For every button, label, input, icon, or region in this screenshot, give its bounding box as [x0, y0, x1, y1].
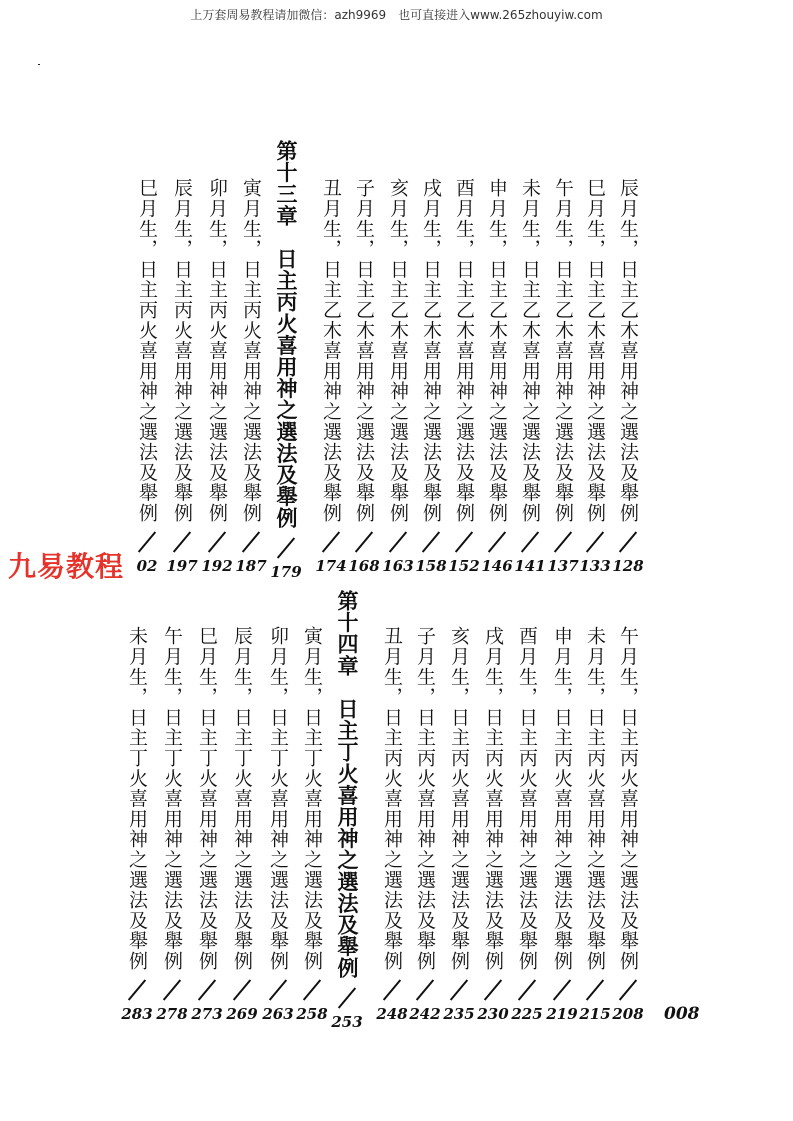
slash-separator	[389, 532, 407, 553]
toc-entry-page: 141	[514, 557, 546, 576]
toc-entry-page: 258	[296, 1005, 328, 1024]
slash-separator	[416, 980, 434, 1001]
toc-entry	[125, 178, 169, 575]
toc-entry-title: 未月生，日主丙火喜用神之選法及舉例	[584, 626, 606, 972]
toc-entry-title: 丑月生，日主丙火喜用神之選法及舉例	[381, 626, 403, 972]
toc-entry-title: 申月生，日主丙火喜用神之選法及舉例	[551, 626, 573, 972]
toc-entry-title: 第十三章 日主丙火喜用神之選法及舉例	[274, 140, 299, 529]
toc-entry	[309, 178, 353, 575]
toc-entry	[370, 626, 414, 1023]
toc-entry-title: 亥月生，日主乙木喜用神之選法及舉例	[387, 178, 409, 524]
toc-entry-page: 179	[270, 562, 302, 581]
slash-separator	[518, 980, 536, 1001]
slash-separator	[450, 980, 468, 1001]
slash-separator	[553, 980, 571, 1001]
toc-entry-page: 192	[201, 557, 233, 576]
slash-separator	[233, 980, 251, 1001]
slash-separator	[322, 532, 340, 553]
slash-separator	[355, 532, 373, 553]
toc-entry-title: 子月生，日主丙火喜用神之選法及舉例	[414, 626, 436, 972]
toc-entry-title: 卯月生，日主丙火喜用神之選法及舉例	[206, 178, 228, 524]
slash-separator	[269, 980, 287, 1001]
toc-entry-page: 242	[409, 1005, 441, 1024]
toc-entry-page: 278	[156, 1005, 188, 1024]
toc-entry-title: 第十四章 日主丁火喜用神之選法及舉例	[335, 590, 360, 979]
stray-mark	[38, 64, 40, 65]
slash-separator	[198, 980, 216, 1001]
slash-separator	[303, 980, 321, 1001]
toc-entry-title: 未月生，日主丁火喜用神之選法及舉例	[126, 626, 148, 972]
toc-entry-title: 寅月生，日主丙火喜用神之選法及舉例	[240, 178, 262, 524]
toc-entry-page: 253	[331, 1012, 363, 1031]
slash-separator	[138, 532, 156, 553]
toc-entry-page: 174	[315, 557, 347, 576]
toc-entry-page: 225	[511, 1005, 543, 1024]
slash-separator	[128, 980, 146, 1001]
toc-entry-page: 197	[166, 557, 198, 576]
slash-separator	[455, 532, 473, 553]
toc-entry-page: 128	[612, 557, 644, 576]
toc-entry-page: 215	[579, 1005, 611, 1024]
site-logo: 九易教程	[8, 550, 125, 583]
slash-separator	[586, 532, 604, 553]
toc-entry-page: 263	[262, 1005, 294, 1024]
toc-entry-title: 丑月生，日主乙木喜用神之選法及舉例	[320, 178, 342, 524]
toc-entry-title: 辰月生，日主丁火喜用神之選法及舉例	[231, 626, 253, 972]
slash-separator	[338, 987, 356, 1008]
slash-separator	[208, 532, 226, 553]
toc-entry-page: 158	[415, 557, 447, 576]
toc-entry-page: 152	[448, 557, 480, 576]
toc-entry-title: 戌月生，日主丙火喜用神之選法及舉例	[482, 626, 504, 972]
slash-separator	[383, 980, 401, 1001]
toc-entry-title: 酉月生，日主丙火喜用神之選法及舉例	[516, 626, 538, 972]
toc-entry-title: 巳月生，日主丁火喜用神之選法及舉例	[196, 626, 218, 972]
slash-separator	[277, 537, 295, 558]
slash-separator	[521, 532, 539, 553]
toc-entry-page: 02	[136, 557, 158, 576]
toc-entry-title: 戌月生，日主乙木喜用神之選法及舉例	[420, 178, 442, 524]
slash-separator	[173, 532, 191, 553]
toc-entry-page: 208	[612, 1005, 644, 1024]
toc-entry-title: 午月生，日主丙火喜用神之選法及舉例	[617, 626, 639, 972]
slash-separator	[163, 980, 181, 1001]
toc-entry-title: 午月生，日主丁火喜用神之選法及舉例	[161, 626, 183, 972]
toc-entry-title: 寅月生，日主丁火喜用神之選法及舉例	[301, 626, 323, 972]
toc-entry-page: 283	[121, 1005, 153, 1024]
toc-entry-title: 卯月生，日主丁火喜用神之選法及舉例	[267, 626, 289, 972]
toc-entry-page: 137	[547, 557, 579, 576]
toc-entry-title: 亥月生，日主丙火喜用神之選法及舉例	[448, 626, 470, 972]
toc-entry-title: 辰月生，日主丙火喜用神之選法及舉例	[171, 178, 193, 524]
toc-entry-title: 辰月生，日主乙木喜用神之選法及舉例	[617, 178, 639, 524]
toc-entry-title: 午月生，日主乙木喜用神之選法及舉例	[552, 178, 574, 524]
toc-entry-page: 163	[382, 557, 414, 576]
toc-entry-page: 219	[546, 1005, 578, 1024]
toc-entry	[115, 626, 159, 1023]
toc-entry-page: 273	[191, 1005, 223, 1024]
toc-entry-page: 230	[477, 1005, 509, 1024]
toc-entry-title: 巳月生，日主乙木喜用神之選法及舉例	[584, 178, 606, 524]
toc-entry-page: 146	[481, 557, 513, 576]
toc-entry-page: 133	[579, 557, 611, 576]
toc-entry-title: 子月生，日主乙木喜用神之選法及舉例	[353, 178, 375, 524]
slash-separator	[554, 532, 572, 553]
slash-separator	[619, 532, 637, 553]
slash-separator	[488, 532, 506, 553]
toc-entry-title: 申月生，日主乙木喜用神之選法及舉例	[486, 178, 508, 524]
toc-entry-page: 168	[348, 557, 380, 576]
page-number: 008	[664, 1004, 700, 1024]
toc-entry-page: 248	[376, 1005, 408, 1024]
toc-entry-page: 235	[443, 1005, 475, 1024]
slash-separator	[619, 980, 637, 1001]
toc-entry-page: 187	[235, 557, 267, 576]
slash-separator	[586, 980, 604, 1001]
header-watermark: 上万套周易教程请加微信：azh9969 也可直接进入www.265zhouyiw.com	[190, 8, 603, 22]
slash-separator	[422, 532, 440, 553]
toc-entry-title: 未月生，日主乙木喜用神之選法及舉例	[519, 178, 541, 524]
toc-entry-title: 巳月生，日主丙火喜用神之選法及舉例	[136, 178, 158, 524]
toc-entry-page: 269	[226, 1005, 258, 1024]
slash-separator	[242, 532, 260, 553]
toc-entry-title: 酉月生，日主乙木喜用神之選法及舉例	[453, 178, 475, 524]
slash-separator	[484, 980, 502, 1001]
